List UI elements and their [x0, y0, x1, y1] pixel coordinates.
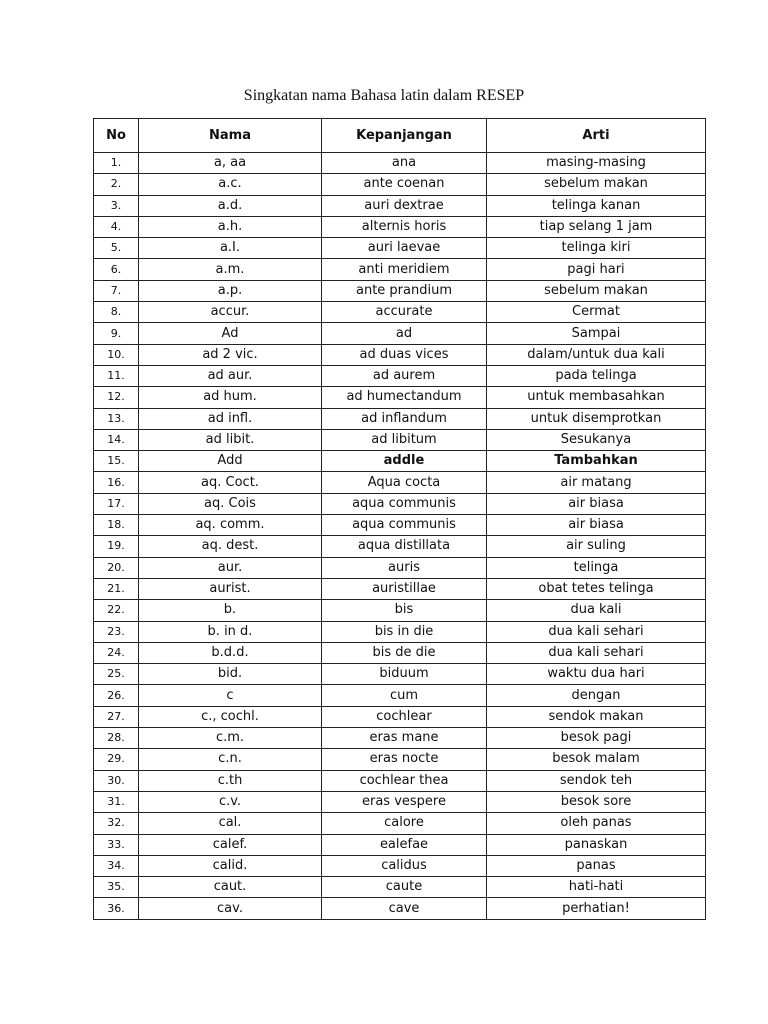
cell-kepanjangan: anti meridiem — [322, 259, 487, 280]
table-row — [94, 813, 706, 834]
cell-kepanjangan: ad — [322, 323, 487, 344]
cell-no: 1. — [94, 153, 139, 174]
cell-nama: aq. dest. — [139, 536, 322, 557]
cell-arti: sendok makan — [487, 706, 706, 727]
cell-no: 27. — [94, 706, 139, 727]
cell-arti: masing-masing — [487, 153, 706, 174]
table-row — [94, 153, 706, 174]
cell-nama: cav. — [139, 898, 322, 919]
cell-arti: besok sore — [487, 791, 706, 812]
cell-arti: air biasa — [487, 515, 706, 536]
cell-nama: aq. comm. — [139, 515, 322, 536]
cell-kepanjangan: caute — [322, 877, 487, 898]
cell-kepanjangan: aqua communis — [322, 515, 487, 536]
cell-kepanjangan: auri laevae — [322, 238, 487, 259]
cell-kepanjangan: ante coenan — [322, 174, 487, 195]
table-row — [94, 259, 706, 280]
cell-no: 14. — [94, 429, 139, 450]
cell-arti: oleh panas — [487, 813, 706, 834]
abbreviation-table — [93, 118, 706, 920]
cell-arti: telinga kanan — [487, 195, 706, 216]
table-row — [94, 578, 706, 599]
cell-kepanjangan: ad libitum — [322, 429, 487, 450]
cell-no: 9. — [94, 323, 139, 344]
cell-arti: Sampai — [487, 323, 706, 344]
cell-no: 23. — [94, 621, 139, 642]
cell-no: 17. — [94, 493, 139, 514]
cell-nama: bid. — [139, 664, 322, 685]
table-row — [94, 749, 706, 770]
table-row — [94, 365, 706, 386]
cell-arti: untuk membasahkan — [487, 387, 706, 408]
table-row — [94, 216, 706, 237]
cell-no: 30. — [94, 770, 139, 791]
cell-no: 34. — [94, 855, 139, 876]
cell-nama: a.I. — [139, 238, 322, 259]
cell-arti: Tambahkan — [487, 451, 706, 472]
cell-nama: c.v. — [139, 791, 322, 812]
cell-arti: pagi hari — [487, 259, 706, 280]
cell-nama: b. in d. — [139, 621, 322, 642]
cell-arti: dengan — [487, 685, 706, 706]
table-row — [94, 515, 706, 536]
table-row — [94, 642, 706, 663]
table-row — [94, 855, 706, 876]
cell-kepanjangan: ad humectandum — [322, 387, 487, 408]
table-row — [94, 664, 706, 685]
cell-kepanjangan: bis de die — [322, 642, 487, 663]
cell-nama: cal. — [139, 813, 322, 834]
cell-kepanjangan: Aqua cocta — [322, 472, 487, 493]
cell-kepanjangan: eras vespere — [322, 791, 487, 812]
cell-arti: besok malam — [487, 749, 706, 770]
cell-kepanjangan: eras mane — [322, 728, 487, 749]
table-row — [94, 621, 706, 642]
cell-arti: waktu dua hari — [487, 664, 706, 685]
cell-no: 21. — [94, 578, 139, 599]
header-no: No — [94, 119, 139, 153]
cell-no: 20. — [94, 557, 139, 578]
cell-nama: Add — [139, 451, 322, 472]
cell-arti: besok pagi — [487, 728, 706, 749]
cell-kepanjangan: bis in die — [322, 621, 487, 642]
cell-kepanjangan: calore — [322, 813, 487, 834]
cell-no: 8. — [94, 302, 139, 323]
table-row — [94, 834, 706, 855]
cell-kepanjangan: alternis horis — [322, 216, 487, 237]
table-row — [94, 323, 706, 344]
cell-kepanjangan: cochlear thea — [322, 770, 487, 791]
cell-kepanjangan: accurate — [322, 302, 487, 323]
table-row — [94, 770, 706, 791]
cell-nama: calef. — [139, 834, 322, 855]
cell-nama: c., cochl. — [139, 706, 322, 727]
cell-arti: hati-hati — [487, 877, 706, 898]
table-row — [94, 728, 706, 749]
table-row — [94, 557, 706, 578]
cell-kepanjangan: ana — [322, 153, 487, 174]
table-header-row — [94, 119, 706, 153]
cell-kepanjangan: auristillae — [322, 578, 487, 599]
cell-nama: calid. — [139, 855, 322, 876]
cell-arti: dua kali sehari — [487, 621, 706, 642]
cell-no: 18. — [94, 515, 139, 536]
cell-nama: a.c. — [139, 174, 322, 195]
cell-arti: dua kali — [487, 600, 706, 621]
cell-no: 35. — [94, 877, 139, 898]
table-row — [94, 536, 706, 557]
cell-nama: a, aa — [139, 153, 322, 174]
table-row — [94, 791, 706, 812]
cell-no: 31. — [94, 791, 139, 812]
cell-arti: dalam/untuk dua kali — [487, 344, 706, 365]
page-title: Singkatan nama Bahasa latin dalam RESEP — [243, 87, 525, 104]
cell-kepanjangan: cum — [322, 685, 487, 706]
cell-arti: air suling — [487, 536, 706, 557]
cell-no: 32. — [94, 813, 139, 834]
table-row — [94, 898, 706, 919]
cell-arti: sebelum makan — [487, 280, 706, 301]
cell-nama: caut. — [139, 877, 322, 898]
cell-kepanjangan: aqua distillata — [322, 536, 487, 557]
cell-no: 12. — [94, 387, 139, 408]
cell-arti: sebelum makan — [487, 174, 706, 195]
cell-no: 15. — [94, 451, 139, 472]
cell-no: 36. — [94, 898, 139, 919]
cell-nama: b. — [139, 600, 322, 621]
cell-no: 22. — [94, 600, 139, 621]
cell-nama: accur. — [139, 302, 322, 323]
cell-nama: c.n. — [139, 749, 322, 770]
cell-no: 2. — [94, 174, 139, 195]
table-row — [94, 344, 706, 365]
table-row — [94, 451, 706, 472]
cell-arti: obat tetes telinga — [487, 578, 706, 599]
cell-arti: telinga kiri — [487, 238, 706, 259]
cell-kepanjangan: ante prandium — [322, 280, 487, 301]
cell-nama: ad hum. — [139, 387, 322, 408]
table-row — [94, 302, 706, 323]
header-arti: Arti — [487, 119, 706, 153]
header-nama: Nama — [139, 119, 322, 153]
cell-nama: Ad — [139, 323, 322, 344]
cell-nama: aur. — [139, 557, 322, 578]
cell-arti: air matang — [487, 472, 706, 493]
cell-arti: Cermat — [487, 302, 706, 323]
table-row — [94, 429, 706, 450]
cell-nama: a.p. — [139, 280, 322, 301]
cell-nama: a.m. — [139, 259, 322, 280]
table-row — [94, 238, 706, 259]
table-row — [94, 195, 706, 216]
cell-nama: b.d.d. — [139, 642, 322, 663]
cell-nama: ad aur. — [139, 365, 322, 386]
cell-no: 6. — [94, 259, 139, 280]
table-row — [94, 600, 706, 621]
cell-kepanjangan: calidus — [322, 855, 487, 876]
cell-no: 33. — [94, 834, 139, 855]
cell-no: 10. — [94, 344, 139, 365]
cell-arti: Sesukanya — [487, 429, 706, 450]
cell-nama: aurist. — [139, 578, 322, 599]
cell-arti: air biasa — [487, 493, 706, 514]
cell-no: 28. — [94, 728, 139, 749]
cell-nama: aq. Coct. — [139, 472, 322, 493]
cell-arti: panas — [487, 855, 706, 876]
cell-nama: ad 2 vic. — [139, 344, 322, 365]
cell-no: 4. — [94, 216, 139, 237]
cell-kepanjangan: bis — [322, 600, 487, 621]
cell-kepanjangan: ad aurem — [322, 365, 487, 386]
table-row — [94, 877, 706, 898]
cell-no: 5. — [94, 238, 139, 259]
cell-arti: pada telinga — [487, 365, 706, 386]
cell-arti: untuk disemprotkan — [487, 408, 706, 429]
cell-arti: telinga — [487, 557, 706, 578]
cell-nama: a.h. — [139, 216, 322, 237]
cell-kepanjangan: auris — [322, 557, 487, 578]
table-row — [94, 493, 706, 514]
table-row — [94, 706, 706, 727]
table-row — [94, 280, 706, 301]
cell-no: 24. — [94, 642, 139, 663]
cell-kepanjangan: aqua communis — [322, 493, 487, 514]
table-row — [94, 408, 706, 429]
cell-kepanjangan: ealefae — [322, 834, 487, 855]
cell-nama: a.d. — [139, 195, 322, 216]
header-kepanjangan: Kepanjangan — [322, 119, 487, 153]
cell-kepanjangan: cave — [322, 898, 487, 919]
cell-no: 25. — [94, 664, 139, 685]
cell-kepanjangan: ad duas vices — [322, 344, 487, 365]
table-body — [94, 153, 706, 920]
cell-kepanjangan: addle — [322, 451, 487, 472]
cell-arti: perhatian! — [487, 898, 706, 919]
cell-arti: sendok teh — [487, 770, 706, 791]
cell-no: 26. — [94, 685, 139, 706]
table-row — [94, 472, 706, 493]
cell-no: 19. — [94, 536, 139, 557]
cell-no: 29. — [94, 749, 139, 770]
table-row — [94, 387, 706, 408]
cell-no: 16. — [94, 472, 139, 493]
cell-no: 13. — [94, 408, 139, 429]
cell-no: 3. — [94, 195, 139, 216]
cell-kepanjangan: biduum — [322, 664, 487, 685]
cell-nama: ad libit. — [139, 429, 322, 450]
cell-kepanjangan: cochlear — [322, 706, 487, 727]
cell-no: 11. — [94, 365, 139, 386]
cell-nama: c — [139, 685, 322, 706]
cell-nama: c.th — [139, 770, 322, 791]
cell-kepanjangan: eras nocte — [322, 749, 487, 770]
cell-kepanjangan: ad inflandum — [322, 408, 487, 429]
cell-nama: ad infl. — [139, 408, 322, 429]
table-row — [94, 174, 706, 195]
cell-arti: dua kali sehari — [487, 642, 706, 663]
cell-arti: tiap selang 1 jam — [487, 216, 706, 237]
cell-kepanjangan: auri dextrae — [322, 195, 487, 216]
cell-no: 7. — [94, 280, 139, 301]
cell-nama: aq. Cois — [139, 493, 322, 514]
table-row — [94, 685, 706, 706]
cell-nama: c.m. — [139, 728, 322, 749]
cell-arti: panaskan — [487, 834, 706, 855]
